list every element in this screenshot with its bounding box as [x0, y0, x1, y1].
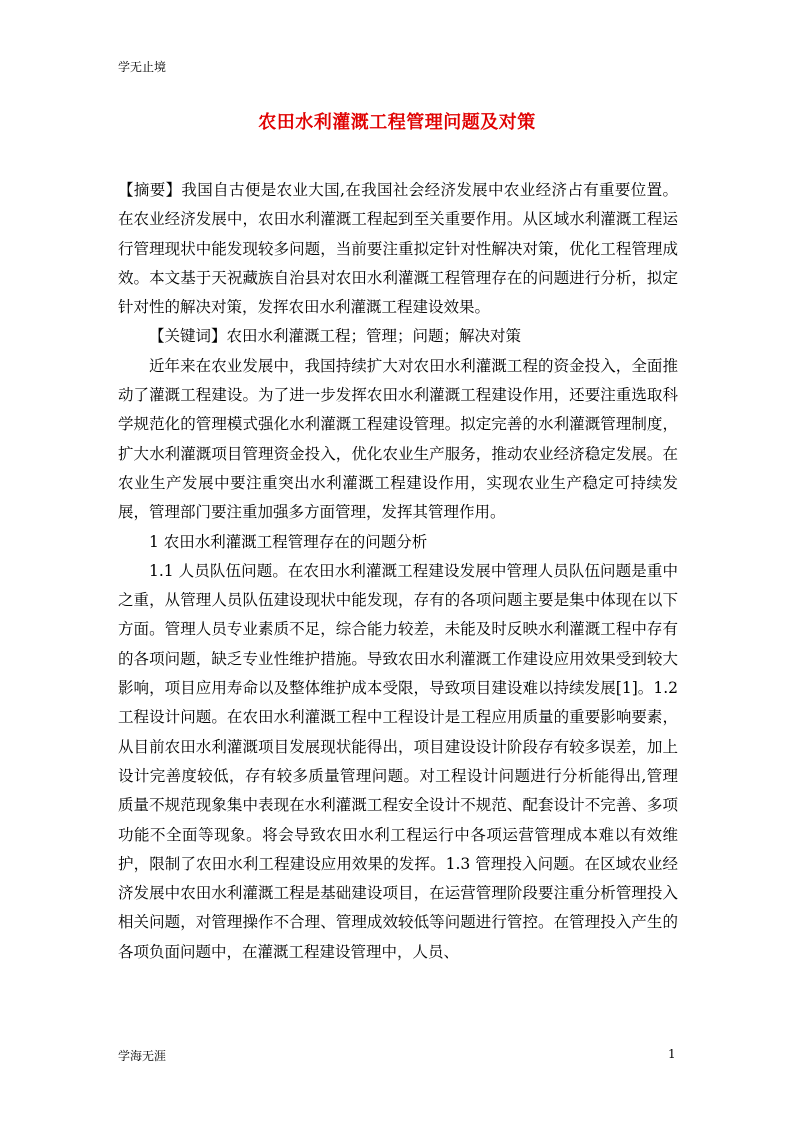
page-number: 1: [668, 1047, 676, 1061]
section-heading: 1 农田水利灌溉工程管理存在的问题分析: [149, 532, 428, 551]
page-footer: 学海无涯: [118, 1049, 167, 1063]
section-body-paragraph: 1.1 人员队伍问题。在农田水利灌溉工程建设发展中管理人员队伍问题是重中之重，从管理人员队伍建设现状中能发现，存有的各项问题主要是集中体现在以下方面。管理人员专业素质不足，综合能力较差，未能及时反映水利灌溉工程中存有的各项问题，缺乏专业性维护措施。导致农田水利灌溉工作建设应用效果受到较大影响，项目应用寿命以及整体维护成本受限，导致项目建设难以持续发展[1]。1.2 工程设计问题。在农田水利灌溉工程中工程设计是工程应用质量的重要影响要素，从目前农田水利灌溉项目发展现状能得出，项目建设设计阶段存有较多误差，加上设计完善度较低，存有较多质量管理问题。对工程设计问题进行分析能得出,管理质量不规范现象集中表现在水利灌溉工程安全设计不规范、配套设计不完善、多项功能不全面等现象。将会导致农田水利工程运行中各项运营管理成本难以有效维护，限制了农田水利工程建设应用效果的发挥。1.3 管理投入问题。在区域农业经济发展中农田水利灌溉工程是基础建设项目，在运营管理阶段要注重分析管理投入相关问题，对管理操作不合理、管理成效较低等问题进行管控。在管理投入产生的各项负面问题中，在灌溉工程建设管理中，人员、: [118, 561, 678, 961]
document-title: 农田水利灌溉工程管理问题及对策: [258, 112, 536, 133]
keywords-paragraph: 【关键词】农田水利灌溉工程；管理；问题；解决对策: [149, 327, 522, 346]
intro-paragraph: 近年来在农业发展中，我国持续扩大对农田水利灌溉工程的资金投入，全面推动了灌溉工程建设。为了进一步发挥农田水利灌溉工程建设作用，还要注重选取科学规范化的管理模式强化水利灌溉工程建设管理。拟定完善的水利灌溉管理制度，扩大水利灌溉项目管理资金投入，优化农业生产服务，推动农业经济稳定发展。在农业生产发展中要注重突出水利灌溉工程建设作用，实现农业生产稳定可持续发展，管理部门要注重加强多方面管理，发挥其管理作用。: [118, 356, 678, 522]
page-header: 学无止境: [118, 60, 167, 74]
abstract-paragraph: 【摘要】我国自古便是农业大国,在我国社会经济发展中农业经济占有重要位置。在农业经济发展中，农田水利灌溉工程起到至关重要作用。从区域水利灌溉工程运行管理现状中能发现较多问题，当前要注重拟定针对性解决对策，优化工程管理成效。本文基于天祝藏族自治县对农田水利灌溉工程管理存在的问题进行分析，拟定针对性的解决对策，发挥农田水利灌溉工程建设效果。: [118, 181, 678, 317]
document-body: [118, 176, 678, 967]
